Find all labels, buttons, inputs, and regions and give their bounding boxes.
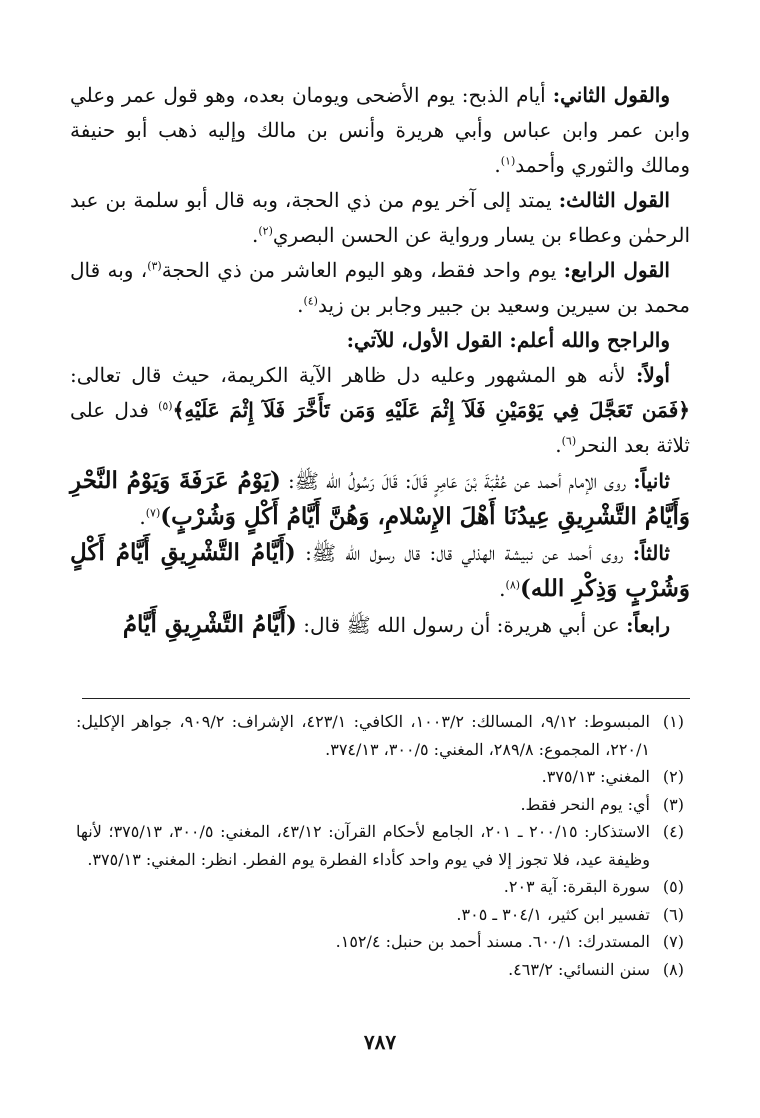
footnote-number: (٥) [662, 877, 684, 896]
paragraph-lead: والقول الثاني: [552, 83, 670, 107]
paragraph-text: يمتد إلى آخر يوم من ذي الحجة، وبه قال أبو سلمة بن عبد الرحمٰن وعطاء بن يسار ورواية عن الحسن البصري [70, 188, 690, 247]
footnote-text: تفسير ابن كثير، ٣٠٤/١ ـ ٣٠٥. [456, 904, 650, 924]
footnote-text: سورة البقرة: آية ٢٠٣. [503, 877, 650, 896]
footnote-number: (٤) [662, 822, 684, 841]
footnote-number: (١) [662, 712, 684, 731]
paragraph-text: يوم واحد فقط، وهو اليوم العاشر من ذي الحجة [161, 258, 564, 282]
footnote-item [76, 763, 684, 791]
quran-verse: ﴿فَمَن تَعَجَّلَ فِي يَوْمَيْنِ فَلَآ إِثْمَ عَلَيْهِ وَمَن تَأَخَّرَ فَلَآ إِثْمَ عَلَيْهِ﴾ [172, 398, 690, 422]
footnote-divider [82, 698, 690, 699]
footnote-number: (٢) [662, 767, 684, 786]
paragraph-third-opinion [70, 183, 690, 253]
footnote-text: المستدرك: ٦٠٠/١. مسند أحمد بن حنبل: ١٥٢/٤. [335, 932, 650, 951]
footnote-text: الاستذكار: ٢٠٠/١٥ ـ ٢٠١، الجامع لأحكام القرآن: ٤٣/١٢، المغني: ٣٠٠/٥، ٣٧٥/١٣؛ لأنها وظيفة عيد، فلا تجوز إلا في يوم واحد كأداء الفطرة يوم الفطر. انظر: المغني: ٣٧٥/١٣. [76, 822, 650, 869]
footnote-text: المبسوط: ٩/١٢، المسالك: ١٠٠٣/٢، الكافي: ٤٢٣/١، الإشراف: ٩٠٩/٢، جواهر الإكليل: ٢٢٠/١، المجموع: ٢٨٩/٨، المغني: ٣٠٠/٥، ٣٧٤/١٣. [76, 712, 650, 759]
paragraph-lead: القول الرابع: [563, 258, 670, 282]
paragraph-lead: رابعاً: [626, 613, 670, 637]
paragraph-lead: ثانياً: [633, 469, 670, 493]
paragraph-fourth-opinion [70, 253, 690, 323]
footnotes [76, 708, 684, 983]
footnote-text: المغني: ٣٧٥/١٣. [541, 767, 650, 786]
paragraph-text: عن أبي هريرة: أن رسول الله ﷺ قال: [296, 613, 627, 637]
paragraph-text: فدل على ثلاثة بعد النحر [70, 398, 690, 457]
hadith-quote: (أَيَّامُ التَّشْرِيقِ أَيَّامُ أَكْلٍ وَشُرْبٍ وَذِكْرِ الله) [70, 539, 690, 602]
paragraph-second-opinion [70, 78, 690, 183]
paragraph-fourth-reason [70, 607, 690, 643]
footnote-item [76, 928, 684, 956]
paragraph-text: لأنه هو المشهور وعليه دل ظاهر الآية الكريمة، حيث قال تعالى: [70, 363, 636, 387]
paragraph-third-reason [70, 535, 690, 607]
footnote-item [76, 791, 684, 819]
footnote-ref[interactable]: (٧) [145, 506, 161, 520]
main-text [70, 78, 690, 643]
footnote-ref[interactable]: (١) [500, 154, 516, 168]
footnote-text: سنن النسائي: ٤٦٣/٢. [508, 959, 650, 979]
footnote-ref[interactable]: (٣) [147, 259, 162, 273]
footnote-ref[interactable]: (٨) [505, 578, 521, 592]
footnote-item [76, 901, 684, 929]
footnote-ref[interactable]: (٦) [561, 434, 577, 448]
punctuation: . [139, 505, 146, 529]
footnote-number: (٦) [662, 904, 684, 924]
paragraph-lead: ثالثاً: [632, 541, 670, 565]
paragraph-lead: أولاً: [635, 363, 670, 387]
paragraph-text: ، وبه قال محمد بن سيرين وسعيد بن جبير وجابر بن زيد [70, 258, 690, 317]
page-number: ٧٨٧ [363, 1030, 397, 1054]
footnote-text: أي: يوم النحر فقط. [520, 794, 650, 814]
paragraph-preferred-opinion: والراجح والله أعلم: القول الأول، للآتي: [346, 328, 670, 352]
hadith-quote: (يَوْمُ عَرَفَةَ وَيَوْمُ النَّحْرِ وَأَيَّامُ التَّشْرِيقِ عِيدُنَا أَهْلَ الإِسْلامِ، وَهُنَّ أَيَّامُ أَكْلٍ وَشُرْبٍ) [70, 467, 690, 530]
punctuation: . [494, 153, 501, 177]
footnote-ref[interactable]: (٢) [258, 224, 273, 238]
footnote-number: (٧) [662, 932, 684, 951]
footnote-number: (٨) [662, 959, 684, 979]
hadith-quote: (أَيَّامُ التَّشْرِيقِ أَيَّامُ [122, 611, 297, 638]
footnote-item [76, 873, 684, 901]
paragraph-text: روى الإمام أحمد عن عُقْبَةَ بْنَ عَامِرٍ قَالَ: قَالَ رَسُولُ الله ﷺ: [280, 469, 634, 493]
footnote-item [76, 708, 684, 763]
punctuation: . [252, 223, 259, 247]
footnote-number: (٣) [662, 794, 684, 814]
footnote-ref[interactable]: (٤) [303, 294, 318, 308]
punctuation: . [499, 577, 506, 601]
footnote-item [76, 956, 684, 984]
punctuation: . [555, 433, 562, 457]
footnote-ref[interactable]: (٥) [158, 399, 173, 413]
paragraph-text: أيام الذبح: يوم الأضحى ويومان بعده، وهو قول عمر وعلي وابن عمر وابن عباس وأبي هريرة وأنس بن مالك وإليه ذهب أبو حنيفة ومالك والثوري وأحمد [70, 83, 690, 177]
paragraph-first-reason [70, 358, 690, 463]
punctuation: . [297, 293, 304, 317]
paragraph-second-reason [70, 463, 690, 535]
paragraph-text: روى أحمد عن نبيشة الهذلي قال: قال رسول الله ﷺ: [295, 541, 633, 565]
paragraph-lead: القول الثالث: [558, 188, 670, 212]
footnote-item [76, 818, 684, 873]
